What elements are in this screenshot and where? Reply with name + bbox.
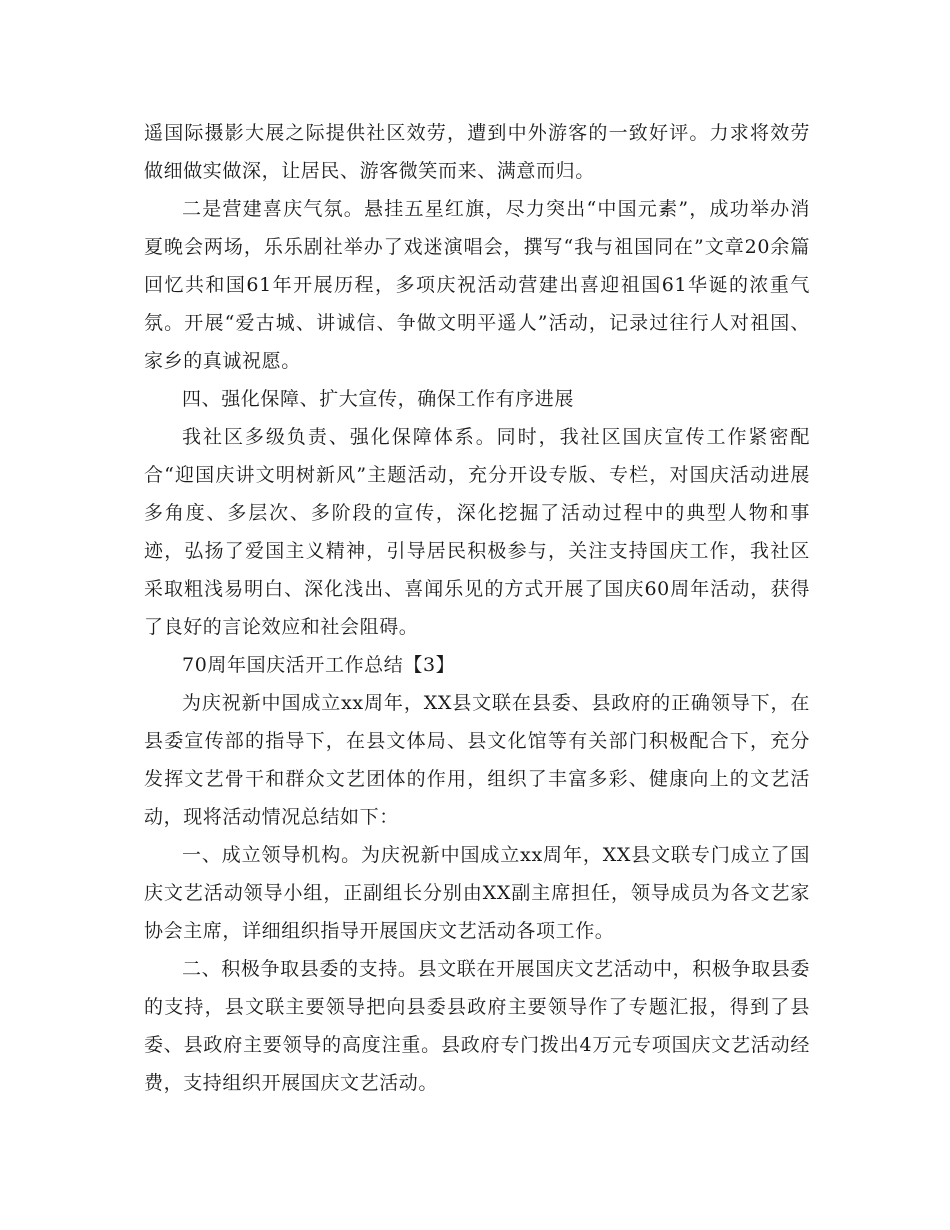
paragraph-festive-atmosphere: 二是营建喜庆气氛。悬挂五星红旗，尽力突出“中国元素”，成功举办消夏晚会两场，乐乐剧社举办了戏迷演唱会，撰写“我与祖国同在”文章20余篇回忆共和国61年开展历程，多项庆祝活动营建出喜迎祖国61华诞的浓重气氛。开展“爱古城、讲诚信、争做文明平遥人”活动，记录过往行人对祖国、家乡的真诚祝愿。 — [144, 198, 810, 372]
paragraph-continuation: 遥国际摄影大展之际提供社区效劳，遭到中外游客的一致好评。力求将效劳做细做实做深，让居民、游客微笑而来、满意而归。 — [144, 122, 810, 182]
section-title-summary-3: 70周年国庆活开工作总结【3】 — [182, 654, 456, 676]
paragraph-support: 二、积极争取县委的支持。县文联在开展国庆文艺活动中，积极争取县委的支持，县文联主要领导把向县委县政府主要领导作了专题汇报，得到了县委、县政府主要领导的高度注重。县政府专门拨出4万元专项国庆文艺活动经费，支持组织开展国庆文艺活动。 — [144, 958, 810, 1094]
section-heading-publicity: 四、强化保障、扩大宣传，确保工作有序进展 — [182, 388, 575, 410]
paragraph-intro: 为庆祝新中国成立xx周年，XX县文联在县委、县政府的正确领导下，在县委宣传部的指导下，在县文体局、县文化馆等有关部门积极配合下，充分发挥文艺骨干和群众文艺团体的作用，组织了丰富多彩、健康向上的文艺活动，现将活动情况总结如下： — [144, 692, 810, 828]
document-body — [144, 114, 810, 1102]
paragraph-leadership: 一、成立领导机构。为庆祝新中国成立xx周年，XX县文联专门成立了国庆文艺活动领导小组，正副组长分别由XX副主席担任，领导成员为各文艺家协会主席，详细组织指导开展国庆文艺活动各项工作。 — [144, 844, 810, 942]
paragraph-publicity: 我社区多级负责、强化保障体系。同时，我社区国庆宣传工作紧密配合“迎国庆讲文明树新风”主题活动，充分开设专版、专栏，对国庆活动进展多角度、多层次、多阶段的宣传，深化挖掘了活动过程中的典型人物和事迹，弘扬了爱国主义精神，引导居民积极参与，关注支持国庆工作，我社区采取粗浅易明白、深化浅出、喜闻乐见的方式开展了国庆60周年活动，获得了良好的言论效应和社会阻碍。 — [144, 426, 810, 638]
